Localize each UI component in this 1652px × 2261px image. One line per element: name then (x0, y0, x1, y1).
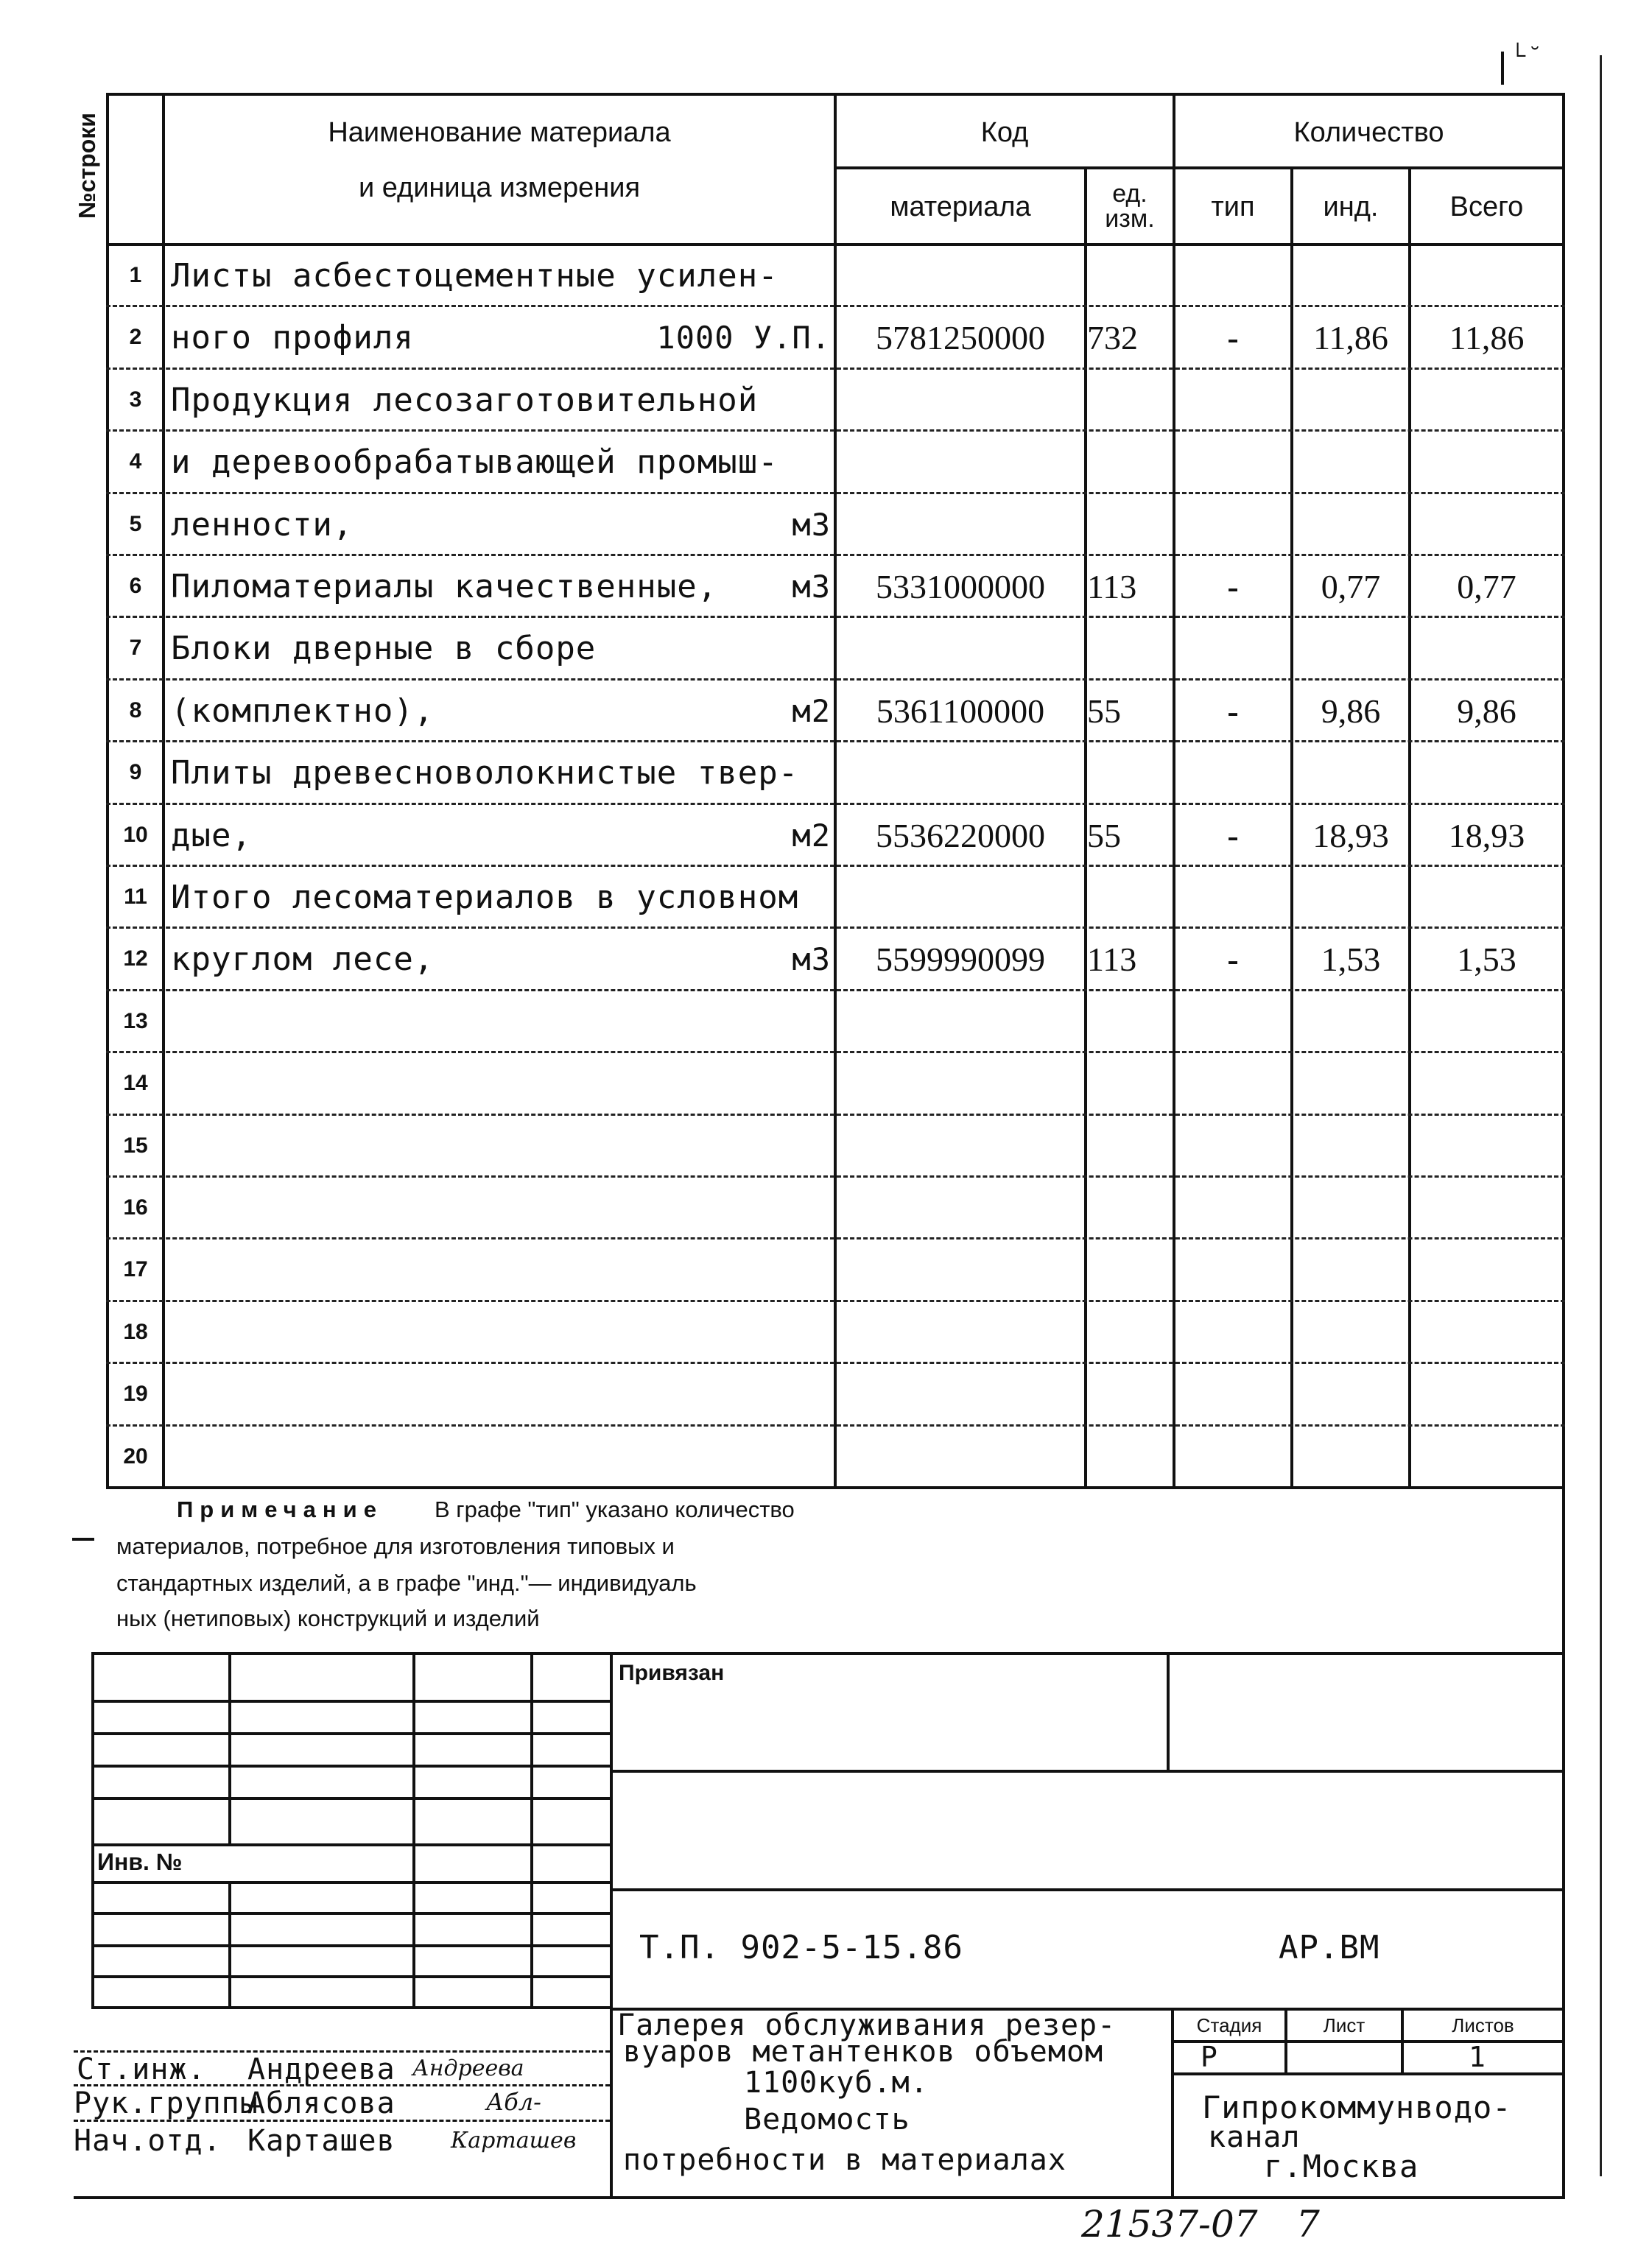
cell-total (1411, 992, 1562, 1051)
cell-name: и деревообрабатывающей промыш- (171, 443, 778, 481)
cell-unit (648, 868, 837, 926)
header-name-line1: Наименование материала (328, 116, 671, 148)
cell-typ (1175, 495, 1290, 554)
cell-name: ленности, (171, 505, 354, 544)
cell-code (837, 743, 1084, 802)
cell-typ (1175, 370, 1290, 429)
cell-typ: - (1227, 318, 1239, 356)
cell-unit (648, 1240, 837, 1299)
cell-typ: - (1227, 816, 1239, 854)
footer-number: 21537-07 (1081, 2203, 1258, 2246)
cell-n: 2 (129, 325, 142, 349)
cell-n: 16 (123, 1195, 148, 1220)
cell-code (837, 1240, 1084, 1299)
cell-n: 8 (129, 698, 142, 722)
cell-name (171, 992, 686, 1051)
cell-unit: м3 (792, 940, 831, 977)
note-line3: стандартных изделий, а в графе "инд."— индивидуаль (116, 1570, 697, 1596)
cell-unit (648, 1054, 837, 1113)
cell-name (171, 1303, 686, 1362)
note-line2: материалов, потребное для изготовления типовых и (116, 1533, 675, 1559)
cell-unit (648, 619, 837, 678)
margin-tick (72, 1538, 94, 1541)
cell-name: Пиломатериалы качественные, (171, 567, 718, 605)
cell-code (837, 495, 1084, 554)
cell-n: 10 (123, 823, 148, 847)
cell-total (1411, 1178, 1562, 1237)
cell-uom: 732 (1087, 318, 1138, 356)
cell-code: 5331000000 (876, 567, 1045, 605)
title-line5: потребности в материалах (623, 2143, 1066, 2177)
header-name-line2: и единица измерения (358, 172, 641, 203)
cell-typ (1175, 992, 1290, 1051)
sheets-label: Листов (1452, 2014, 1514, 2036)
cell-code: 5361100000 (876, 692, 1045, 730)
cell-uom (1087, 1365, 1173, 1424)
cell-unit (648, 1178, 837, 1237)
cell-ind: 11,86 (1313, 318, 1388, 356)
row-divider (106, 1300, 1565, 1302)
cell-uom: 55 (1087, 816, 1121, 854)
corner-mark: └ ˘ (1510, 43, 1539, 68)
cell-code (837, 246, 1084, 305)
row-divider (106, 305, 1565, 307)
cell-unit (648, 992, 837, 1051)
cell-n: 9 (129, 760, 142, 784)
cell-unit (648, 1117, 837, 1175)
note-line1: В графе "тип" указано количество (435, 1497, 795, 1522)
title-line3: 1100куб.м. (744, 2066, 929, 2100)
cell-n: 20 (123, 1444, 148, 1469)
title-line4: Ведомость (744, 2103, 910, 2137)
cell-uom (1087, 1303, 1173, 1362)
cell-unit (648, 743, 837, 802)
cell-name: ного профиля (171, 318, 414, 356)
cell-code: 5599990099 (876, 940, 1045, 978)
cell-uom (1087, 1178, 1173, 1237)
org-line3: г.Москва (1264, 2148, 1419, 2184)
signature-1: Андреева (412, 2055, 524, 2081)
cell-ind (1293, 868, 1408, 926)
cell-code (837, 370, 1084, 429)
cell-name: (комплектно), (171, 692, 435, 730)
cell-unit: м3 (792, 568, 831, 605)
cell-ind (1293, 619, 1408, 678)
cell-name (171, 1178, 686, 1237)
cell-total (1411, 495, 1562, 554)
row-divider (106, 740, 1565, 742)
cell-typ (1175, 1054, 1290, 1113)
cell-name (171, 1365, 686, 1424)
cell-n: 5 (129, 512, 142, 536)
row-divider (106, 554, 1565, 556)
cell-total (1411, 1303, 1562, 1362)
cell-uom (1087, 868, 1173, 926)
row-divider (106, 368, 1565, 370)
cell-total (1411, 370, 1562, 429)
cell-n: 19 (123, 1382, 148, 1406)
cell-code (837, 1178, 1084, 1237)
cell-ind (1293, 1365, 1408, 1424)
cell-ind (1293, 1054, 1408, 1113)
cell-ind: 9,86 (1321, 692, 1381, 730)
cell-uom (1087, 1117, 1173, 1175)
doc-code: Т.П. 902-5-15.86 (639, 1928, 963, 1966)
row-divider (106, 989, 1565, 991)
row-divider (106, 926, 1565, 929)
row-divider (106, 865, 1565, 867)
cell-code (837, 868, 1084, 926)
cell-ind (1293, 992, 1408, 1051)
cell-code (837, 992, 1084, 1051)
signature-3: Карташев (451, 2127, 577, 2153)
cell-typ (1175, 619, 1290, 678)
stage-label: Стадия (1196, 2014, 1262, 2036)
cell-n: 14 (123, 1071, 148, 1095)
cell-unit (648, 246, 837, 305)
signer-role-1: Ст.инж. (77, 2053, 206, 2086)
cell-typ: - (1227, 567, 1239, 605)
cell-ind (1293, 432, 1408, 491)
cell-typ (1175, 1178, 1290, 1237)
cell-n: 7 (129, 636, 142, 660)
cell-ind (1293, 1117, 1408, 1175)
cell-total: 18,93 (1448, 816, 1525, 854)
doc-mark: АР.ВМ (1279, 1928, 1380, 1966)
cell-ind: 0,77 (1321, 567, 1381, 605)
cell-total (1411, 743, 1562, 802)
header-qty-ind: инд. (1323, 191, 1379, 222)
cell-ind (1293, 1178, 1408, 1237)
cell-uom (1087, 1240, 1173, 1299)
cell-ind (1293, 370, 1408, 429)
cell-name: Итого лесоматериалов в условном (171, 878, 799, 916)
cell-typ (1175, 432, 1290, 491)
cell-unit (648, 1365, 837, 1424)
cell-total (1411, 1427, 1562, 1486)
cell-code (837, 1303, 1084, 1362)
cell-total (1411, 246, 1562, 305)
cell-name (171, 1054, 686, 1113)
cell-name (171, 1427, 686, 1486)
header-code-material: материала (890, 191, 1031, 222)
cell-uom (1087, 495, 1173, 554)
corner-tick (1501, 52, 1504, 85)
inv-no-label: Инв. № (97, 1848, 183, 1875)
signer-name-3: Карташев (247, 2124, 396, 2158)
stage-value: Р (1201, 2041, 1218, 2073)
cell-name: дые, (171, 816, 252, 854)
header-code: Код (980, 116, 1029, 148)
cell-total (1411, 1054, 1562, 1113)
cell-uom (1087, 743, 1173, 802)
org-line2: канал (1208, 2120, 1301, 2154)
cell-ind (1293, 495, 1408, 554)
row-divider (106, 492, 1565, 494)
cell-typ (1175, 1427, 1290, 1486)
cell-n: 1 (129, 263, 142, 287)
cell-ind (1293, 1303, 1408, 1362)
cell-typ: - (1227, 940, 1239, 978)
row-divider (106, 616, 1565, 618)
cell-code (837, 1427, 1084, 1486)
cell-uom: 113 (1087, 567, 1137, 605)
cell-n: 12 (123, 946, 148, 971)
cell-unit: м2 (792, 817, 831, 854)
cell-uom (1087, 992, 1173, 1051)
cell-name: Продукция лесозаготовительной (171, 381, 759, 419)
right-border-line (1600, 55, 1602, 2176)
cell-typ (1175, 1303, 1290, 1362)
cell-name: Блоки дверные в сборе (171, 629, 597, 667)
cell-unit (648, 432, 837, 491)
note-line4: ных (нетиповых) конструкций и изделий (116, 1606, 540, 1631)
cell-code (837, 1117, 1084, 1175)
cell-n: 15 (123, 1133, 148, 1158)
cell-uom (1087, 246, 1173, 305)
cell-total: 9,86 (1457, 692, 1516, 730)
row-divider (106, 1237, 1565, 1239)
cell-name (171, 1240, 686, 1299)
row-divider (106, 1051, 1565, 1053)
cell-unit: м3 (792, 506, 831, 543)
cell-total: 1,53 (1457, 940, 1516, 978)
cell-typ (1175, 743, 1290, 802)
cell-uom (1087, 1427, 1173, 1486)
row-divider (106, 803, 1565, 805)
cell-n: 13 (123, 1009, 148, 1033)
cell-name: Листы асбестоцементные усилен- (171, 256, 778, 295)
signer-role-3: Нач.отд. (74, 2124, 222, 2158)
cell-ind: 1,53 (1321, 940, 1381, 978)
cell-code: 5536220000 (876, 816, 1045, 854)
row-divider (106, 678, 1565, 681)
cell-ind (1293, 1240, 1408, 1299)
cell-uom: 113 (1087, 940, 1137, 978)
cell-unit: 1000 У.П. (656, 319, 831, 356)
header-quantity: Количество (1293, 116, 1444, 148)
cell-uom (1087, 370, 1173, 429)
row-divider (106, 1175, 1565, 1178)
cell-n: 17 (123, 1257, 148, 1281)
cell-code (837, 1365, 1084, 1424)
header-qty-total: Всего (1449, 191, 1524, 222)
cell-total (1411, 1365, 1562, 1424)
header-qty-type: тип (1211, 191, 1255, 222)
sheet-label: Лист (1323, 2014, 1365, 2036)
cell-code (837, 432, 1084, 491)
cell-total (1411, 868, 1562, 926)
cell-n: 18 (123, 1320, 148, 1344)
header-code-unit: ед. изм. (1105, 180, 1155, 233)
cell-name: круглом лесе, (171, 940, 435, 978)
title-line2: вуаров метантенков объемом (623, 2035, 1104, 2069)
signer-role-2: Рук.группы (74, 2086, 259, 2120)
cell-total: 11,86 (1449, 318, 1525, 356)
row-divider (106, 1114, 1565, 1116)
sheets-value: 1 (1469, 2041, 1486, 2073)
cell-code (837, 619, 1084, 678)
note-label: Примечание (177, 1497, 383, 1522)
row-divider (106, 1362, 1565, 1364)
cell-n: 11 (124, 885, 147, 909)
cell-name (171, 1117, 686, 1175)
cell-uom (1087, 432, 1173, 491)
cell-ind: 18,93 (1312, 816, 1389, 854)
cell-total (1411, 1117, 1562, 1175)
cell-total: 0,77 (1457, 567, 1516, 605)
row-divider (106, 429, 1565, 432)
signer-name-1: Андреева (247, 2053, 396, 2086)
cell-uom: 55 (1087, 692, 1121, 730)
cell-typ (1175, 868, 1290, 926)
cell-n: 4 (129, 449, 142, 474)
header-row-no: №строки (73, 113, 100, 219)
org-line1: Гипрокоммунводо- (1202, 2089, 1512, 2125)
cell-typ (1175, 246, 1290, 305)
footer-sheet-number: 7 (1296, 2203, 1320, 2246)
cell-total (1411, 619, 1562, 678)
cell-n: 3 (129, 387, 142, 412)
cell-total (1411, 1240, 1562, 1299)
cell-typ (1175, 1117, 1290, 1175)
cell-total (1411, 432, 1562, 491)
signer-name-2: Аблясова (247, 2086, 396, 2120)
cell-typ: - (1227, 692, 1239, 730)
cell-ind (1293, 1427, 1408, 1486)
cell-ind (1293, 246, 1408, 305)
cell-n: 6 (129, 574, 142, 598)
cell-unit: м2 (792, 692, 831, 729)
cell-name: Плиты древесноволокнистые твер- (171, 753, 799, 792)
row-divider (106, 1424, 1565, 1427)
title-line1: Галерея обслуживания резер- (617, 2008, 1117, 2042)
signature-2: Абл- (486, 2088, 541, 2116)
cell-code: 5781250000 (876, 318, 1045, 356)
cell-ind (1293, 743, 1408, 802)
linked-label: Привязан (619, 1661, 725, 1685)
cell-typ (1175, 1240, 1290, 1299)
cell-uom (1087, 619, 1173, 678)
cell-unit (648, 1427, 837, 1486)
cell-code (837, 1054, 1084, 1113)
cell-unit (648, 370, 837, 429)
cell-uom (1087, 1054, 1173, 1113)
cell-unit (648, 1303, 837, 1362)
cell-typ (1175, 1365, 1290, 1424)
